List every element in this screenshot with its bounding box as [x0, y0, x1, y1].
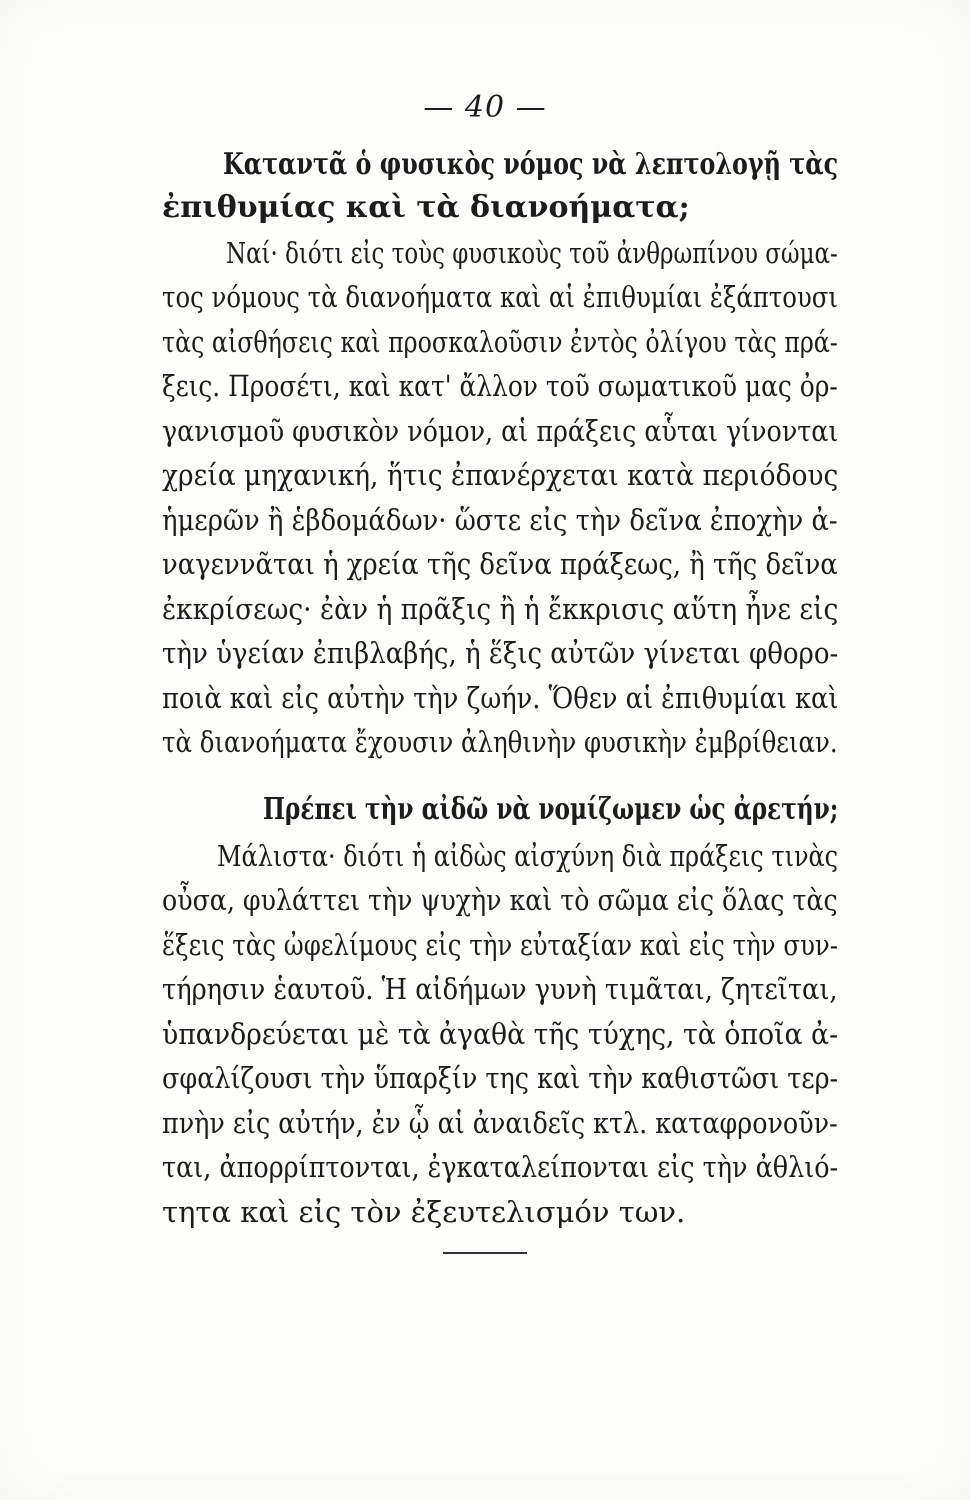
answer-line: χρεία μηχανική, ἥτις ἐπανέρχεται κατὰ περιόδους [162, 458, 839, 492]
answer-line: τὴν ὑγείαν ἐπιβλαβής, ἡ ἕξις αὐτῶν γίνεται φθορο- [162, 636, 839, 670]
question-line: Πρέπει τὴν αἰδῶ νὰ νομίζωμεν ὡς ἀρετήν; [263, 792, 839, 827]
answer-line: τὰς αἰσθήσεις καὶ προσκαλοῦσιν ἐντὸς ὀλίγου τὰς πρά- [162, 325, 838, 359]
answer-line: ἐκκρίσεως· ἐὰν ἡ πρᾶξις ἢ ἡ ἔκκρισις αὕτη ἦνε εἰς [162, 592, 839, 626]
section-divider [443, 1252, 527, 1254]
answer-line: ὑπανδρεύεται μὲ τὰ ἀγαθὰ τῆς τύχης, τὰ ὁποῖα ἀ- [162, 1017, 839, 1051]
answer-line: ξεις. Προσέτι, καὶ κατ' ἄλλον τοῦ σωματικοῦ μας ὀρ- [162, 369, 838, 403]
answer-line: Μάλιστα· διότι ἡ αἰδὼς αἰσχύνη διὰ πράξεις τινὰς [217, 839, 839, 873]
answer-line: ποιὰ καὶ εἰς αὐτὴν τὴν ζωήν. Ὅθεν αἱ ἐπιθυμίαι καὶ [162, 681, 839, 715]
page-number: — 40 — [423, 90, 547, 125]
answer-line: ἕξεις τὰς ὠφελίμους εἰς τὴν εὐταξίαν καὶ εἰς τὴν συν- [162, 928, 839, 962]
question-line: Καταντᾶ ὁ φυσικὸς νόμος νὰ λεπτολογῇ τὰς [223, 147, 839, 182]
answer-line: ἡμερῶν ἢ ἑβδομάδων· ὥστε εἰς τὴν δεῖνα ἐποχὴν ἀ- [162, 503, 838, 537]
answer-line: Ναί· διότι εἰς τοὺς φυσικοὺς τοῦ ἀνθρωπίνου σώμα- [226, 236, 838, 270]
answer-line: τος νόμους τὰ διανοήματα καὶ αἱ ἐπιθυμίαι ἐξάπτουσι [162, 280, 838, 314]
answer-line: σφαλίζουσι τὴν ὕπαρξίν της καὶ τὴν καθιστῶσι τερ- [162, 1061, 839, 1095]
answer-line: οὖσα, φυλάττει τὴν ψυχὴν καὶ τὸ σῶμα εἰς ὅλας τὰς [162, 883, 838, 917]
answer-line: πνὴν εἰς αὐτήν, ἐν ᾧ αἱ ἀναιδεῖς κτλ. καταφρονοῦν- [162, 1106, 838, 1140]
answer-line: ται, ἀπορρίπτονται, ἐγκαταλείπονται εἰς τὴν ἀθλιό- [162, 1150, 839, 1184]
answer-line: τητα καὶ εἰς τὸν ἐξευτελισμόν των. [162, 1195, 686, 1229]
answer-line: τὰ διανοήματα ἔχουσιν ἀληθινὴν φυσικὴν ἐμβρίθειαν. [162, 725, 838, 759]
answer-line: τήρησιν ἑαυτοῦ. Ἡ αἰδήμων γυνὴ τιμᾶται, ζητεῖται, [162, 972, 838, 1006]
answer-line: ναγεννᾶται ἡ χρεία τῆς δεῖνα πράξεως, ἢ τῆς δεῖνα [162, 547, 838, 581]
question-line: ἐπιθυμίας καὶ τὰ διανοήματα; [162, 190, 690, 225]
answer-line: γανισμοῦ φυσικὸν νόμον, αἱ πράξεις αὗται γίνονται [162, 414, 839, 448]
